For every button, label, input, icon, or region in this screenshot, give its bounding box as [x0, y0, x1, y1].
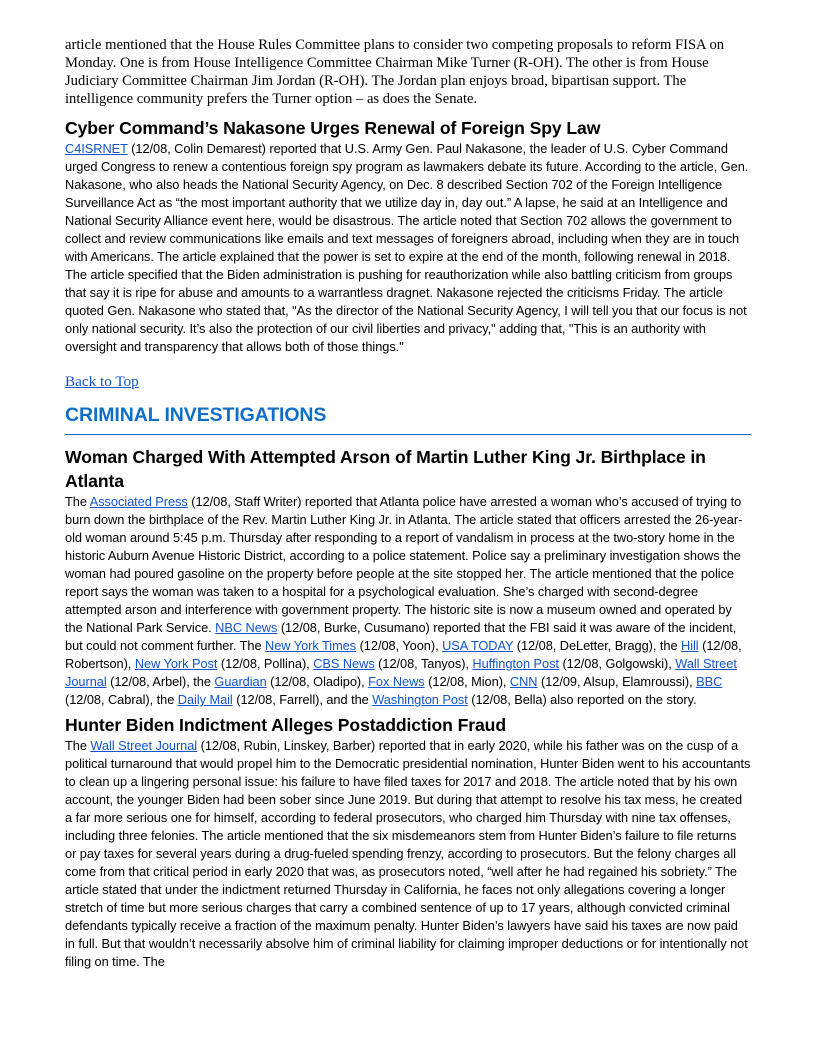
source-link-cnn[interactable]: CNN	[509, 674, 538, 689]
section-divider	[65, 434, 751, 435]
source-link-associated-press[interactable]: Associated Press	[89, 494, 188, 509]
body-text: (12/08, Tanyos),	[374, 656, 473, 671]
article-body-hunter-biden	[65, 737, 751, 971]
body-text: (12/08, Oladipo),	[266, 674, 369, 689]
source-link-hill[interactable]: Hill	[681, 638, 699, 653]
body-text: (12/08, Yoon),	[356, 638, 443, 653]
article-body-mlk-arson	[65, 493, 751, 709]
body-text: The	[65, 494, 90, 509]
body-text: (12/08, Staff Writer) reported that Atlanta police have arrested a woman who’s accused of trying to burn down the birthplace of the Rev. Martin Luther King Jr. in Atlanta. The article stated that officers arrested the 26-year-old woman around 5:45 p.m. Thursday after responding to a report of vandalism in process at the two-story home in the historic Auburn Avenue Historic District, according to a police statement. Police say a preliminary investigation shows the woman had poured gasoline on the property before people at the site stopped her. The article mentioned that the police report says the woman was taken to a hospital for a psychological evaluation. She’s charged with second-degree attempted arson and interference with government property. The historic site is now a museum owned and operated by the National Park Service.	[65, 494, 743, 635]
source-link-wall-street-journal[interactable]: Wall Street Journal	[65, 656, 737, 689]
source-link-washington-post[interactable]: Washington Post	[372, 692, 468, 707]
section-heading-criminal-investigations: CRIMINAL INVESTIGATIONS	[65, 404, 327, 426]
body-text: (12/08, Rubin, Linskey, Barber) reported that in early 2020, while his father was on the cusp of a political turnaround that would propel him to the Democratic presidential nomination, Hunter Biden went to his accountants to clean up a lingering personal issue: his failure to have filed taxes for 2017 and 2018. The article noted that by his own account, the younger Biden had been sober since June 2019. But during that attempt to resolve his tax mess, he created a far more serious one for himself, according to federal prosecutors, who charged him Thursday with nine tax offenses, including three felonies. The article mentioned that the six misdemeanors stem from Hunter Biden’s failure to file returns or pay taxes for several years during a drug-fueled spending frenzy, according to prosecutors. But the felony charges all come from that critical period in early 2020 that was, as prosecutors noted, “well after he had regained his sobriety.” The article stated that under the indictment returned Thursday in California, he faces not only allegations covering a longer stretch of time but more serious charges that carry a combined sentence of up to 17 years, although convicted criminal defendants typically receive a fraction of the maximum penalty. Hunter Biden’s lawyers have said his taxes are now paid in full. But that wouldn’t necessarily absolve him of criminal liability for claiming improper deductions or for intentionally not filing on time. The	[65, 738, 751, 969]
body-text: (12/08, Robertson),	[65, 638, 742, 671]
body-text: (12/08, Golgowski),	[558, 656, 676, 671]
source-link-fox-news[interactable]: Fox News	[368, 674, 425, 689]
body-text: (12/08, Bella) also reported on the story.	[467, 692, 697, 707]
source-link-new-york-times[interactable]: New York Times	[265, 638, 357, 653]
source-link-usa-today[interactable]: USA TODAY	[442, 638, 514, 653]
source-link-nbc-news[interactable]: NBC News	[215, 620, 278, 635]
body-text: (12/09, Alsup, Elamroussi),	[537, 674, 697, 689]
source-link-guardian[interactable]: Guardian	[214, 674, 267, 689]
source-link-bbc[interactable]: BBC	[696, 674, 723, 689]
source-link-new-york-post[interactable]: New York Post	[134, 656, 218, 671]
article-title-mlk-arson: Woman Charged With Attempted Arson of Martin Luther King Jr. Birthplace in Atlanta	[65, 447, 706, 491]
article-body-text: (12/08, Colin Demarest) reported that U.S. Army Gen. Paul Nakasone, the leader of U.S. Cyber Command urged Congress to renew a contentious foreign spy program as lawmakers debate its future. According to the article, Gen. Nakasone, who also heads the National Security Agency, on Dec. 8 described Section 702 of the Foreign Intelligence Surveillance Act as “the most important authority that we utilize day in, day out.” A lapse, he said at an Intelligence and National Security Alliance event here, would be disastrous. The article noted that Section 702 allows the government to collect and review communications like emails and text messages of foreigners abroad, including when they are in touch with Americans. The article explained that the power is set to expire at the end of the month, following renewal in 2018. The article specified that the Biden administration is pushing for reauthorization while also battling criticism from groups that say it is ripe for abuse and amounts to a warrantless dragnet. Nakasone rejected the criticisms Friday. The article quoted Gen. Nakasone who stated that, "As the director of the National Security Agency, I will tell you that our focus is not only national security. It’s also the protection of our civil liberties and privacy," adding that, "This is an authority with oversight and transparency that allows both of those things."	[65, 141, 749, 354]
source-link-c4isrnet[interactable]: C4ISRNET	[65, 141, 128, 156]
source-link-cbs-news[interactable]: CBS News	[313, 656, 375, 671]
lead-paragraph: article mentioned that the House Rules Committee plans to consider two competing proposals to reform FISA on Monday. One is from House Intelligence Committee Chairman Mike Turner (R-OH). The other is from House Judiciary Committee Chairman Jim Jordan (R-OH). The Jordan plan enjoys broad, bipartisan support. The intelligence community prefers the Turner option – as does the Senate.	[65, 37, 725, 107]
body-text: (12/08, Arbel), the	[106, 674, 215, 689]
body-text: (12/08, Cabral), the	[65, 692, 178, 707]
source-link-wall-street-journal[interactable]: Wall Street Journal	[90, 738, 198, 753]
article-title-hunter-biden: Hunter Biden Indictment Alleges Postaddiction Fraud	[65, 715, 506, 735]
body-text: (12/08, Pollina),	[217, 656, 314, 671]
body-text: The	[65, 738, 91, 753]
back-to-top-link[interactable]: Back to Top	[65, 373, 139, 390]
article-title-nakasone: Cyber Command’s Nakasone Urges Renewal of Foreign Spy Law	[65, 118, 601, 138]
source-link-daily-mail[interactable]: Daily Mail	[177, 692, 233, 707]
body-text: (12/08, DeLetter, Bragg), the	[513, 638, 682, 653]
source-link-huffington-post[interactable]: Huffington Post	[472, 656, 559, 671]
document-page	[65, 36, 751, 971]
body-text: (12/08, Mion),	[424, 674, 510, 689]
body-text: (12/08, Farrell), and the	[232, 692, 373, 707]
article-body-nakasone	[65, 140, 751, 356]
body-text: (12/08, Burke, Cusumano) reported that the FBI said it was aware of the incident, but could not comment further. The	[65, 620, 737, 653]
